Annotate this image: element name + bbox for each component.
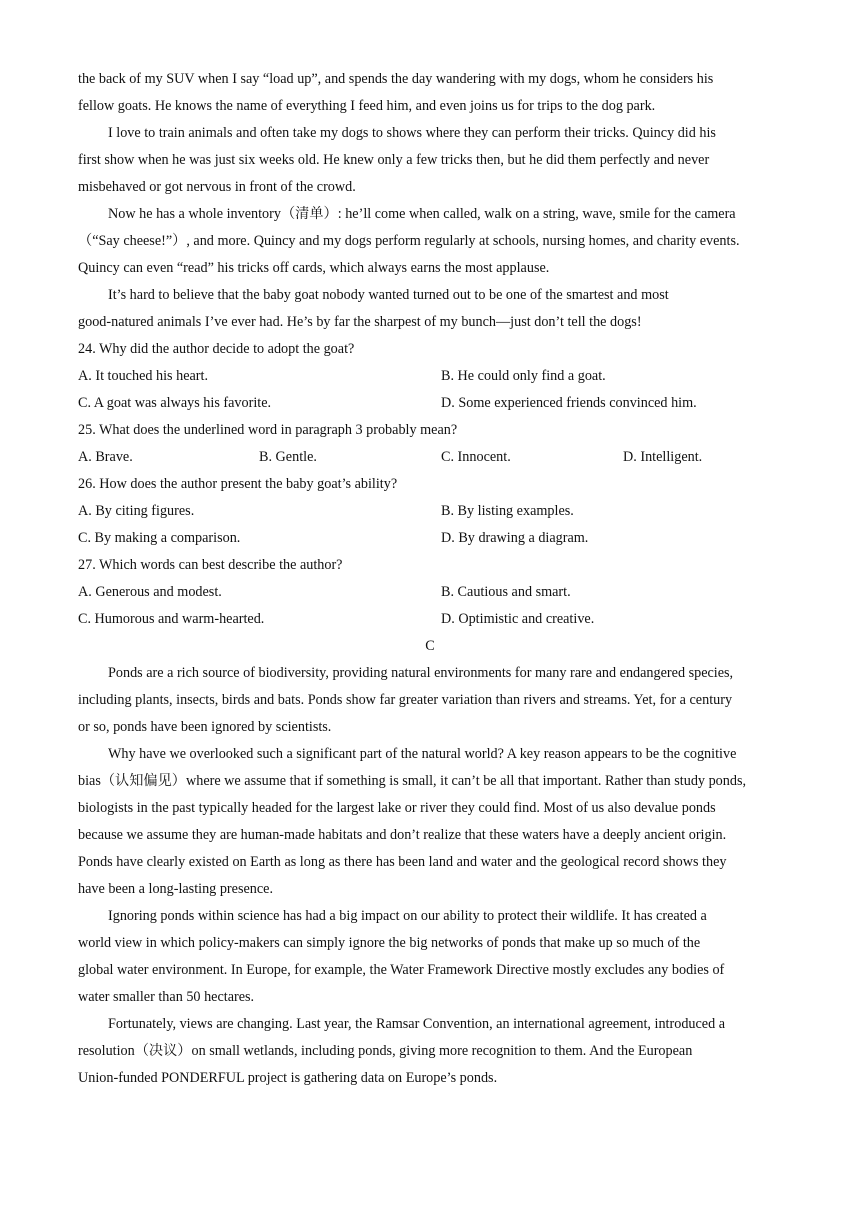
section-heading: C [425, 638, 435, 654]
passage-line: Why have we overlooked such a significant part of the natural world? A key reason appears to be the cognitive [108, 746, 737, 762]
option-a: A. It touched his heart. [78, 368, 209, 384]
option-d: D. Optimistic and creative. [441, 611, 595, 627]
passage-line: （“Say cheese!”）, and more. Quincy and my dogs perform regularly at schools, nursing homes, and charity events. [78, 233, 740, 249]
passage-line: biologists in the past typically headed for the largest lake or river they could find. Most of us also devalue ponds [78, 800, 716, 816]
option-c: C. A goat was always his favorite. [78, 395, 272, 411]
option-c: C. Humorous and warm-hearted. [78, 611, 265, 627]
passage-line: I love to train animals and often take my dogs to shows where they can perform their tricks. Quincy did his [108, 125, 716, 141]
passage-line: first show when he was just six weeks old. He knew only a few tricks then, but he did them perfectly and never [78, 152, 710, 168]
passage-line: Now he has a whole inventory（清单）: he’ll come when called, walk on a string, wave, smile for the camera [108, 206, 736, 222]
option-a: A. Brave. [78, 449, 133, 465]
option-c: C. Innocent. [441, 449, 511, 465]
passage-line: Fortunately, views are changing. Last year, the Ramsar Convention, an international agreement, introduced a [108, 1016, 726, 1032]
passage-line: global water environment. In Europe, for example, the Water Framework Directive mostly excludes any bodies of [78, 962, 725, 978]
option-a: A. Generous and modest. [78, 584, 222, 600]
option-c: C. By making a comparison. [78, 530, 241, 546]
passage-line: Ponds are a rich source of biodiversity, providing natural environments for many rare and endangered species, [108, 665, 734, 681]
passage-line: resolution（决议）on small wetlands, including ponds, giving more recognition to them. And the European [78, 1043, 693, 1059]
passage-line: Ponds have clearly existed on Earth as long as there has been land and water and the geological record shows they [78, 854, 727, 870]
option-b: B. Cautious and smart. [441, 584, 571, 600]
passage-line: Ignoring ponds within science has had a big impact on our ability to protect their wildlife. It has created a [108, 908, 707, 924]
question-stem: 27. Which words can best describe the author? [78, 557, 343, 573]
option-b: B. Gentle. [259, 449, 317, 465]
option-b: B. He could only find a goat. [441, 368, 606, 384]
option-d: D. Intelligent. [623, 449, 703, 465]
passage-line: because we assume they are human-made habitats and don’t realize that these waters have a deeply ancient origin. [78, 827, 727, 843]
question-stem: 26. How does the author present the baby goat’s ability? [78, 476, 398, 492]
passage-line: Union-funded PONDERFUL project is gathering data on Europe’s ponds. [78, 1070, 498, 1086]
option-b: B. By listing examples. [441, 503, 574, 519]
option-d: D. Some experienced friends convinced him. [441, 395, 697, 411]
option-a: A. By citing figures. [78, 503, 195, 519]
passage-line: fellow goats. He knows the name of everything I feed him, and even joins us for trips to the dog park. [78, 98, 656, 114]
passage-line: or so, ponds have been ignored by scientists. [78, 719, 332, 735]
question-stem: 24. Why did the author decide to adopt the goat? [78, 341, 355, 357]
question-stem: 25. What does the underlined word in paragraph 3 probably mean? [78, 422, 458, 438]
passage-line: have been a long-lasting presence. [78, 881, 273, 897]
passage-line: It’s hard to believe that the baby goat nobody wanted turned out to be one of the smartest and most [108, 287, 669, 303]
passage-line: Quincy can even “read” his tricks off cards, which always earns the most applause. [78, 260, 550, 276]
passage-line: bias（认知偏见）where we assume that if something is small, it can’t be all that important. Rather than study ponds, [78, 773, 747, 789]
passage-line: the back of my SUV when I say “load up”, and spends the day wandering with my dogs, whom he considers his [78, 71, 714, 87]
passage-line: good-natured animals I’ve ever had. He’s by far the sharpest of my bunch—just don’t tell the dogs! [78, 314, 642, 330]
passage-line: misbehaved or got nervous in front of the crowd. [78, 179, 356, 195]
passage-line: water smaller than 50 hectares. [78, 989, 255, 1005]
passage-line: world view in which policy-makers can simply ignore the big networks of ponds that make up so much of the [78, 935, 701, 951]
option-d: D. By drawing a diagram. [441, 530, 589, 546]
passage-line: including plants, insects, birds and bats. Ponds show far greater variation than rivers and streams. Yet, for a century [78, 692, 733, 708]
